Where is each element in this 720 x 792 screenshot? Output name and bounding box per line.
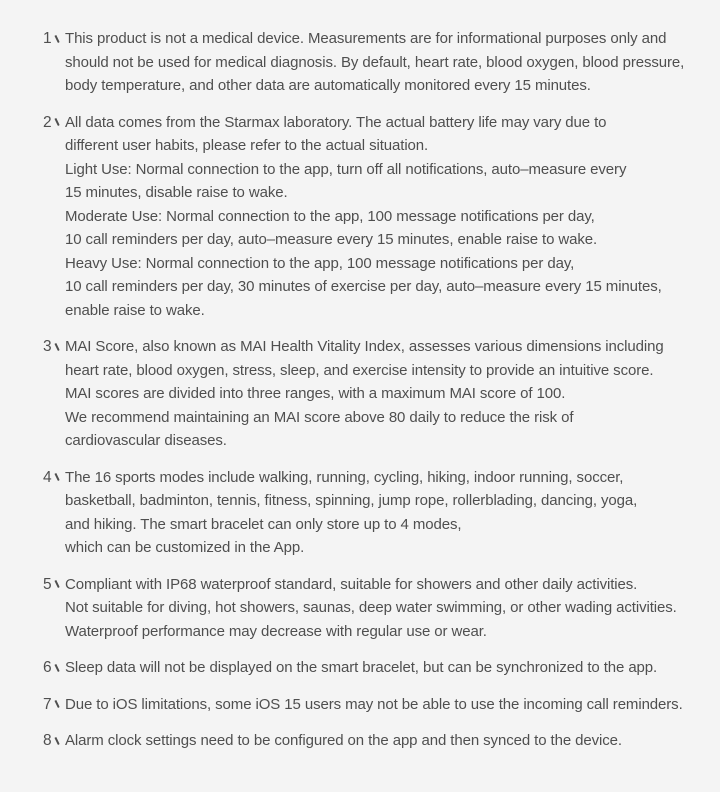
list-item-number-digit: 6 <box>43 659 52 676</box>
ideographic-comma-mark <box>52 577 62 589</box>
list-item-number <box>43 656 65 680</box>
ideographic-comma-mark <box>52 660 62 672</box>
text-line: Moderate Use: Normal connection to the app, 100 message notifications per day, <box>65 207 595 225</box>
text-line: Alarm clock settings need to be configured on the app and then synced to the device. <box>65 732 622 749</box>
list-item-number <box>43 111 65 135</box>
list-item-number-digit: 7 <box>43 695 52 713</box>
ideographic-comma-mark <box>52 339 62 351</box>
text-line: We recommend maintaining an MAI score above 80 daily to reduce the risk of <box>65 408 574 426</box>
text-line: Sleep data will not be displayed on the smart bracelet, but can be synchronized to the app. <box>65 659 658 676</box>
ideographic-comma-mark <box>52 697 62 709</box>
list-item-number <box>43 466 65 490</box>
text-line: heart rate, blood oxygen, stress, sleep, and exercise intensity to provide an intuitive score. <box>65 361 654 379</box>
list-item <box>43 111 702 323</box>
text-line: different user habits, please refer to the actual situation. <box>65 137 429 154</box>
list-item-text <box>65 729 702 753</box>
list-item-number-digit: 5 <box>43 575 52 593</box>
text-line: should not be used for medical diagnosis. By default, heart rate, blood oxygen, blood pressure, <box>65 53 685 71</box>
text-line: which can be customized in the App. <box>65 539 305 556</box>
notes-list <box>43 27 702 753</box>
text-line: This product is not a medical device. Measurements are for informational purposes only and <box>65 30 667 47</box>
list-item <box>43 573 702 644</box>
ideographic-comma-mark <box>52 31 62 43</box>
list-item-number-digit: 1 <box>43 30 52 47</box>
text-line: Light Use: Normal connection to the app, turn off all notifications, auto–measure every <box>65 160 627 178</box>
text-line: Not suitable for diving, hot showers, saunas, deep water swimming, or other wading activities. <box>65 599 677 616</box>
text-line: enable raise to wake. <box>65 301 205 319</box>
list-item-text <box>65 111 702 323</box>
text-line: 10 call reminders per day, auto–measure every 15 minutes, enable raise to wake. <box>65 231 598 248</box>
ideographic-comma-mark <box>52 470 62 482</box>
list-item-number <box>43 729 65 753</box>
list-item-number-digit: 4 <box>43 468 52 486</box>
ideographic-comma-mark <box>52 733 62 745</box>
list-item-text <box>65 693 702 717</box>
list-item <box>43 693 702 717</box>
text-line: The 16 sports modes include walking, running, cycling, hiking, indoor running, soccer, <box>65 468 624 486</box>
list-item-text <box>65 466 702 560</box>
list-item <box>43 335 702 453</box>
list-item <box>43 27 702 98</box>
text-line: basketball, badminton, tennis, fitness, spinning, jump rope, rollerblading, dancing, yoga, <box>65 492 638 509</box>
text-line: All data comes from the Starmax laboratory. The actual battery life may vary due to <box>65 113 607 131</box>
list-item-number-digit: 3 <box>43 338 52 355</box>
text-line: MAI scores are divided into three ranges, with a maximum MAI score of 100. <box>65 385 566 402</box>
text-line: cardiovascular diseases. <box>65 432 227 449</box>
list-item-text <box>65 335 702 453</box>
text-line: 10 call reminders per day, 30 minutes of exercise per day, auto–measure every 15 minutes, <box>65 278 662 295</box>
text-line: Compliant with IP68 waterproof standard, suitable for showers and other daily activities. <box>65 575 638 593</box>
ideographic-comma-mark <box>52 115 62 127</box>
list-item-number <box>43 27 65 51</box>
text-line: Waterproof performance may decrease with regular use or wear. <box>65 622 487 640</box>
list-item-number <box>43 573 65 597</box>
text-line: Heavy Use: Normal connection to the app, 100 message notifications per day, <box>65 254 575 272</box>
list-item-text <box>65 656 702 680</box>
list-item <box>43 729 702 753</box>
list-item-text <box>65 573 702 644</box>
text-line: body temperature, and other data are automatically monitored every 15 minutes. <box>65 77 591 94</box>
text-line: MAI Score, also known as MAI Health Vitality Index, assesses various dimensions including <box>65 338 664 355</box>
list-item-number-digit: 8 <box>43 732 52 749</box>
list-item-number <box>43 335 65 359</box>
list-item-number <box>43 693 65 717</box>
text-line: and hiking. The smart bracelet can only store up to 4 modes, <box>65 515 462 533</box>
list-item <box>43 466 702 560</box>
text-line: 15 minutes, disable raise to wake. <box>65 184 288 201</box>
list-item-text <box>65 27 702 98</box>
text-line: Due to iOS limitations, some iOS 15 users may not be able to use the incoming call reminders. <box>65 695 683 713</box>
list-item <box>43 656 702 680</box>
list-item-number-digit: 2 <box>43 113 52 131</box>
